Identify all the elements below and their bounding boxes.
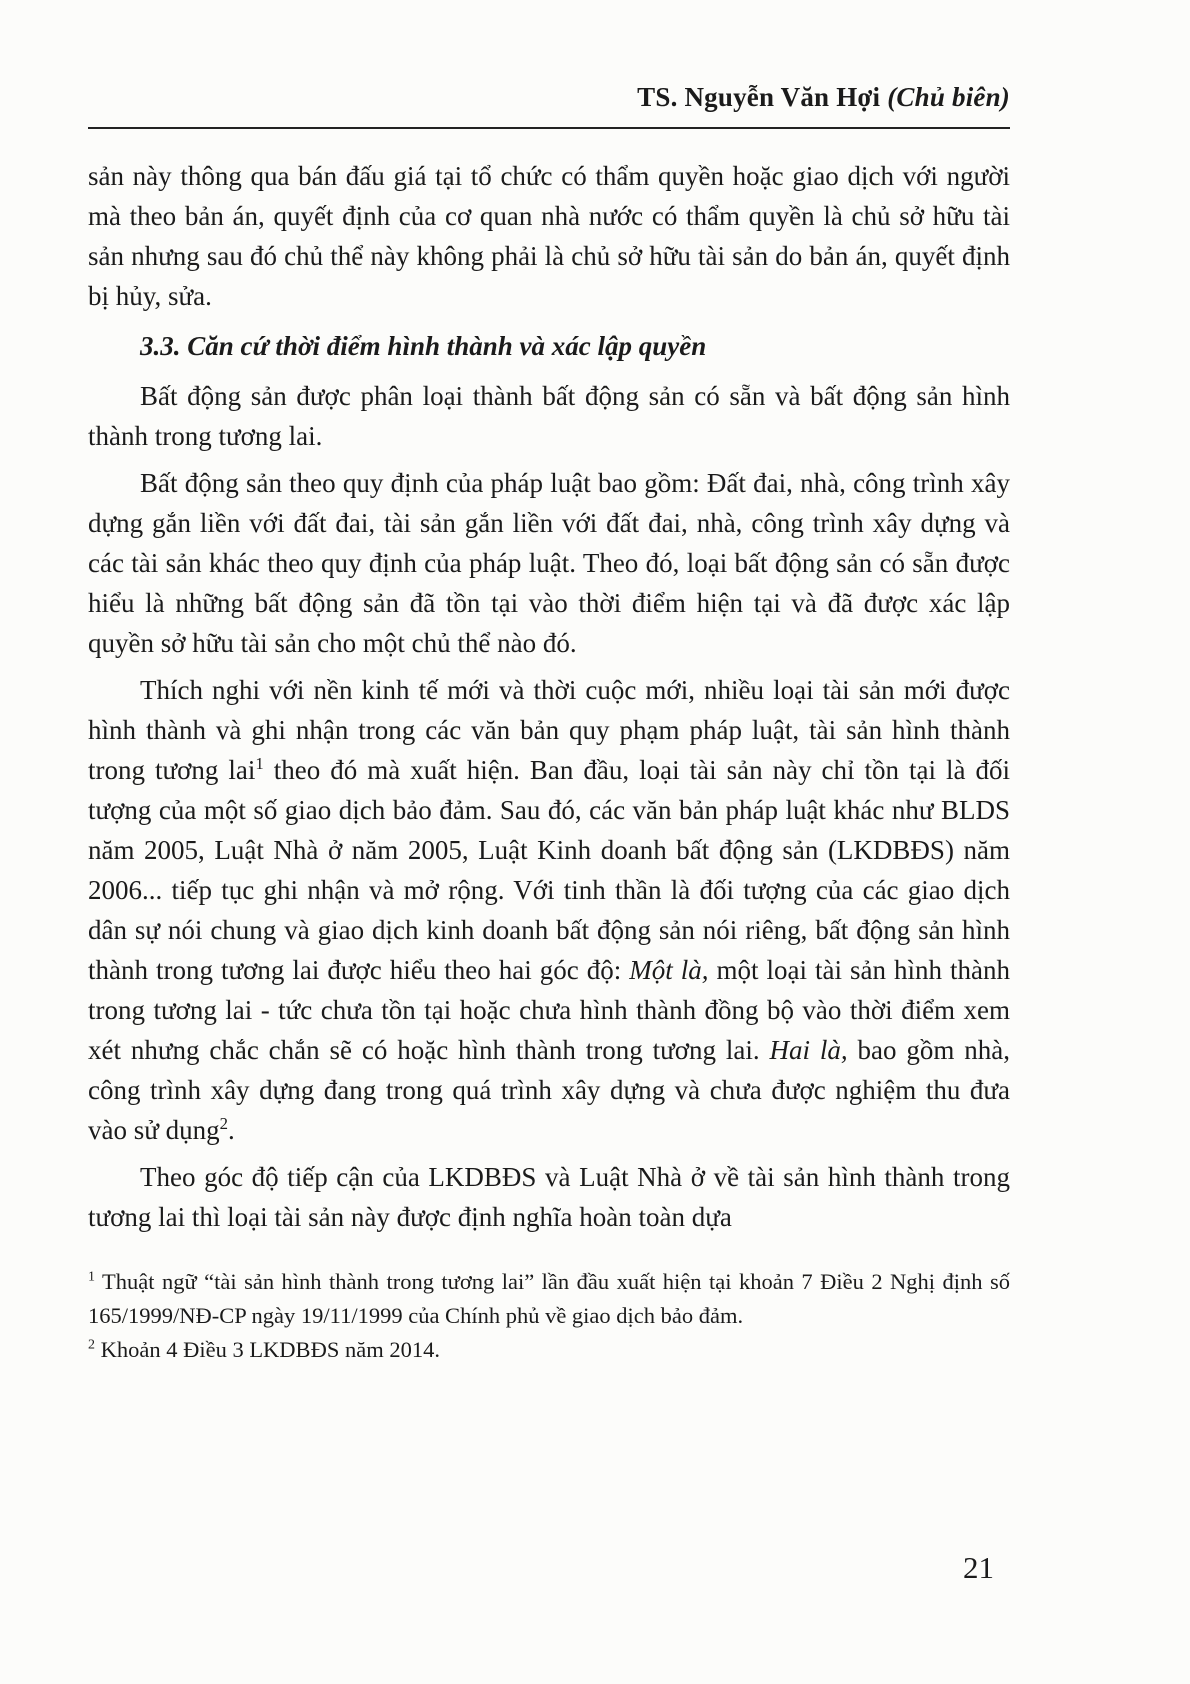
- superscript-ref: 2: [219, 1114, 228, 1133]
- superscript-ref: 1: [88, 1269, 95, 1285]
- footnote: [88, 1333, 1010, 1367]
- text-run: .: [228, 1115, 235, 1145]
- superscript-ref: 1: [255, 754, 264, 773]
- text-run: 3.3. Căn cứ thời điểm hình thành và xác lập quyền: [140, 331, 707, 361]
- superscript-ref: 2: [88, 1337, 95, 1353]
- text-run: bao gồm nhà, công trình xây dựng đang trong quá trình xây dựng và chưa được nghiệm thu đưa vào sử dụng: [88, 1035, 1010, 1145]
- text-run: Bất động sản theo quy định của pháp luật bao gồm: Đất đai, nhà, công trình xây dựng gắn liền với đất đai, tài sản gắn liền với đất đai, nhà, công trình xây dựng và các tài sản khác theo quy định của pháp luật. Theo đó, loại bất động sản có sẵn được hiểu là những bất động sản đã tồn tại vào thời điểm hiện tại và đã được xác lập quyền sở hữu tài sản cho một chủ thể nào đó.: [88, 468, 1010, 658]
- page-number: 21: [963, 1550, 994, 1585]
- text-run: Thuật ngữ “tài sản hình thành trong tương lai” lần đầu xuất hiện tại khoản 7 Điều 2 Nghị định số 165/1999/NĐ-CP ngày 19/11/1999 của Chính phủ về giao dịch bảo đảm.: [88, 1269, 1010, 1328]
- header-rule: [88, 127, 1010, 129]
- text-run: Thích nghi với nền kinh tế mới và thời cuộc mới, nhiều loại tài sản mới được hình thành và ghi nhận trong các văn bản quy phạm pháp luật, tài sản hình thành trong tương lai: [88, 675, 1010, 785]
- paragraph: [88, 670, 1010, 1150]
- body-text: [88, 156, 1010, 1367]
- text-run: theo đó mà xuất hiện. Ban đầu, loại tài sản này chỉ tồn tại là đối tượng của một số giao dịch bảo đảm. Sau đó, các văn bản pháp luật khác như BLDS năm 2005, Luật Nhà ở năm 2005, Luật Kinh doanh bất động sản (LKDBĐS) năm 2006... tiếp tục ghi nhận và mở rộng. Với tinh thần là đối tượng của các giao dịch dân sự nói chung và giao dịch kinh doanh bất động sản nói riêng, bất động sản hình thành trong tương lai được hiểu theo hai góc độ:: [88, 755, 1010, 985]
- text-run: Một là,: [629, 955, 709, 985]
- footnotes: [88, 1265, 1010, 1367]
- text-run: Bất động sản được phân loại thành bất động sản có sẵn và bất động sản hình thành trong tương lai.: [88, 381, 1010, 451]
- text-run: Khoản 4 Điều 3 LKDBĐS năm 2014.: [94, 1337, 440, 1362]
- text-run: Hai là,: [769, 1035, 848, 1065]
- running-header: [88, 82, 1010, 113]
- paragraph: [88, 463, 1010, 663]
- paragraph: [88, 376, 1010, 456]
- section-heading: [88, 326, 1010, 366]
- running-header-role: (Chủ biên): [887, 82, 1010, 112]
- text-run: một loại tài sản hình thành trong tương lai - tức chưa tồn tại hoặc chưa hình thành đồng bộ vào thời điểm xem xét nhưng chắc chắn sẽ có hoặc hình thành trong tương lai.: [88, 955, 1010, 1065]
- running-header-author: TS. Nguyễn Văn Hợi: [637, 82, 881, 112]
- footnote: [88, 1265, 1010, 1333]
- text-run: Theo góc độ tiếp cận của LKDBĐS và Luật Nhà ở về tài sản hình thành trong tương lai thì loại tài sản này được định nghĩa hoàn toàn dựa: [88, 1162, 1010, 1232]
- text-run: sản này thông qua bán đấu giá tại tổ chức có thẩm quyền hoặc giao dịch với người mà theo bản án, quyết định của cơ quan nhà nước có thẩm quyền là chủ sở hữu tài sản nhưng sau đó chủ thể này không phải là chủ sở hữu tài sản do bản án, quyết định bị hủy, sửa.: [88, 161, 1010, 311]
- paragraph: [88, 156, 1010, 316]
- paragraph: [88, 1157, 1010, 1237]
